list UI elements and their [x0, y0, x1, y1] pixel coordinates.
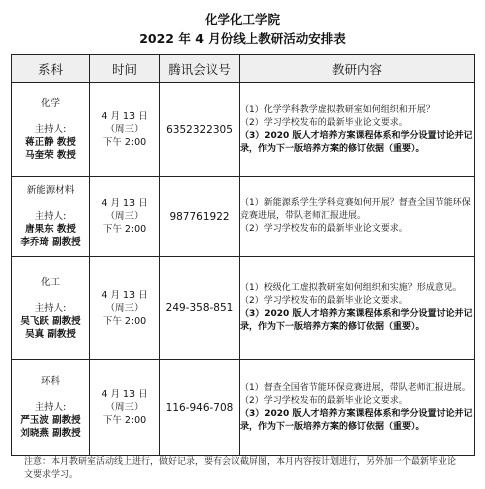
content-item: （1）校级化工虚拟教研室如何组织和实施？形成意见。 [240, 283, 462, 293]
table-row [12, 360, 475, 456]
host-name: 吴真 副教授 [25, 328, 76, 340]
content-cell [240, 83, 475, 177]
weekday: （周三） [105, 302, 144, 314]
time: 下午 2:00 [102, 415, 147, 426]
schedule-table [11, 54, 475, 456]
footnote: 注意：本月教研室活动线上进行，做好记录，要有会议截屏图，本月内容按计划进行，另外加一个最新毕业论文要求学习。 [24, 457, 457, 480]
content-item: （3）2020 版人才培养方案课程体系和学分设置讨论并记录，作为下一版培养方案的修订依据（重要）。 [240, 408, 473, 432]
header-content: 教研内容 [240, 55, 475, 83]
host-name: 吴飞跃 副教授 [20, 315, 81, 327]
content-item: （2）学习学校发布的最新毕业论文要求。 [240, 296, 408, 306]
dept-name: 化工 [40, 276, 60, 288]
time: 下午 2:00 [102, 137, 147, 148]
host-name: 严玉波 副教授 [20, 415, 81, 426]
time-cell [90, 257, 160, 360]
weekday: （周三） [105, 402, 144, 413]
page-title: 化学化工学院 [204, 12, 280, 27]
content-cell [240, 257, 475, 360]
content-item: （2）学习学校发布的最新毕业论文要求。 [240, 224, 408, 234]
dept-name: 化学 [40, 98, 60, 109]
header-meeting-id: 腾讯会议号 [160, 55, 240, 83]
dept-name: 环科 [40, 376, 60, 387]
content-cell [240, 177, 475, 257]
dept-name: 新能源材料 [26, 185, 75, 196]
header-time: 时间 [90, 55, 160, 83]
time-cell [90, 83, 160, 177]
content-item: （3）2020 版人才培养方案课程体系和学分设置讨论并记录，作为下一版培养方案的修订依据（重要）。 [240, 130, 473, 154]
dept-cell [12, 83, 90, 177]
content-item: （2）学习学校发布的最新毕业论文要求。 [240, 117, 408, 128]
content-item: （2）学习学校发布的最新毕业论文要求。 [240, 395, 408, 406]
host-name: 蒋正静 教授 [25, 137, 76, 148]
date: 4 月 13 日 [101, 389, 148, 400]
dept-cell [12, 177, 90, 257]
host-label: 主持人: [34, 402, 67, 413]
meeting-id: 249-358-851 [160, 257, 240, 360]
page-subtitle: 2022 年 4 月份线上教研活动安排表 [139, 31, 346, 46]
time-cell [90, 177, 160, 257]
host-label: 主持人: [34, 124, 67, 135]
header-dept: 系科 [12, 55, 90, 83]
meeting-id: 987761922 [160, 177, 240, 257]
host-name: 唐果东 教授 [25, 224, 76, 235]
date: 4 月 13 日 [101, 289, 148, 301]
content-cell [240, 360, 475, 456]
content-item: （1）化学学科教学虚拟教研室如何组织和开展？ [240, 104, 435, 115]
content-item: （3）2020 版人才培养方案课程体系和学分设置讨论并记录，作为下一版培养方案的修订依据（重要）。 [240, 309, 473, 332]
host-label: 主持人: [34, 211, 67, 222]
content-item: （1）新能源系学生学科竞赛如何开展？督查全国节能环保竞赛进展，带队老师汇报进展。 [240, 198, 471, 221]
dept-cell [12, 257, 90, 360]
table-row [12, 257, 475, 360]
meeting-id: 116-946-708 [160, 360, 240, 456]
weekday: （周三） [105, 124, 144, 135]
table-header-row [12, 55, 475, 83]
time-cell [90, 360, 160, 456]
host-name: 刘晓燕 副教授 [20, 428, 81, 439]
table-row [12, 83, 475, 177]
meeting-id: 6352322305 [160, 83, 240, 177]
dept-cell [12, 360, 90, 456]
weekday: （周三） [105, 211, 144, 222]
table-row [12, 177, 475, 257]
host-name: 马奎荣 教授 [25, 150, 76, 161]
time: 下午 2:00 [102, 224, 147, 235]
date: 4 月 13 日 [101, 198, 148, 209]
host-label: 主持人: [34, 302, 67, 314]
date: 4 月 13 日 [101, 111, 148, 122]
host-name: 李乔琦 副教授 [20, 237, 81, 248]
time: 下午 2:00 [102, 315, 147, 327]
content-item: （1）督查全国省节能环保竞赛进展，带队老师汇报进展。 [240, 382, 471, 393]
